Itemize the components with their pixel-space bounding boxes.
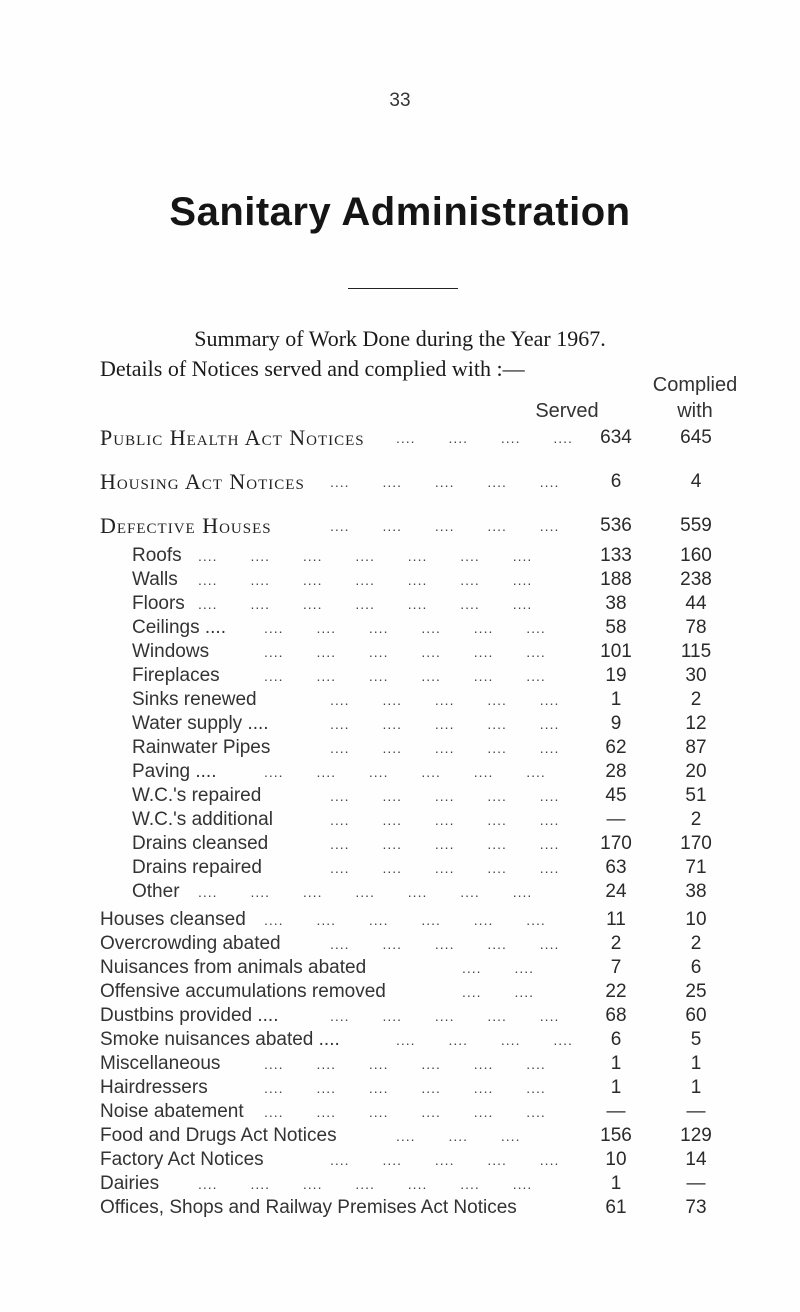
served-value: 7 [610,957,622,978]
served-value: 188 [600,569,632,590]
row-label: Miscellaneous [100,1053,221,1074]
row-label: Other [132,881,180,902]
served-value: 6 [610,471,622,492]
complied-value: 4 [690,471,702,492]
complied-value: 645 [680,427,712,448]
dot-leader: .... .... .... .... .... .... .... [198,572,533,588]
dot-leader: .... .... .... .... .... [330,692,560,708]
served-value: 133 [600,545,632,566]
page-number: 33 [389,90,411,111]
dot-leader: .... .... .... .... .... [330,860,560,876]
served-value: 28 [605,761,627,782]
served-value: 101 [600,641,632,662]
complied-value: 5 [690,1029,702,1050]
dot-leader: .... .... .... .... .... .... .... [198,884,533,900]
table-row [0,468,800,496]
served-value: 9 [610,713,622,734]
served-value: 22 [605,981,627,1002]
dot-leader: .... .... .... .... .... .... [264,668,546,684]
row-label: Drains repaired [132,857,262,878]
row-label: Fireplaces [132,665,220,686]
dot-leader: .... .... .... .... .... .... [264,912,546,928]
complied-value: — [686,1101,706,1122]
dot-leader: .... .... .... .... .... [330,518,560,534]
served-value: 156 [600,1125,632,1146]
row-label: W.C.'s additional [132,809,273,830]
table-row [0,512,800,540]
row-label: Overcrowding abated [100,933,281,954]
complied-value: 78 [685,617,707,638]
served-value: 1 [610,1053,622,1074]
complied-value: 115 [680,641,712,662]
served-value: 38 [605,593,627,614]
complied-value: 6 [690,957,702,978]
row-label: Offices, Shops and Railway Premises Act Notices [100,1197,517,1218]
row-label: Drains cleansed [132,833,269,854]
row-label: Housing Act Notices [100,469,305,494]
dot-leader: .... .... .... .... .... [330,1152,560,1168]
served-value: 63 [605,857,627,878]
complied-value: 60 [685,1005,707,1026]
served-value: 10 [605,1149,627,1170]
served-value: 11 [606,909,626,930]
row-label: Walls [132,569,178,590]
complied-value: 73 [685,1197,707,1218]
row-label: Paving .... [132,761,217,782]
complied-value: 129 [680,1125,712,1146]
served-value: — [606,809,626,830]
row-label: Noise abatement [100,1101,244,1122]
served-value: 2 [610,933,622,954]
dot-leader: .... .... .... .... .... .... .... [198,548,533,564]
page-title: Sanitary Administration [169,190,631,234]
complied-value: 71 [685,857,707,878]
dot-leader: .... .... .... [396,1128,521,1144]
served-value: 6 [610,1029,622,1050]
complied-value: 12 [685,713,707,734]
dot-leader: .... .... .... .... .... [330,1008,560,1024]
served-value: — [606,1101,626,1122]
complied-value: 1 [690,1077,702,1098]
row-label: Dustbins provided .... [100,1005,279,1026]
table-row [0,424,800,452]
complied-value: — [686,1173,706,1194]
complied-header-line-1: Complied [652,374,738,396]
complied-value: 2 [690,689,702,710]
complied-value: 30 [685,665,707,686]
row-label: Windows [132,641,210,662]
row-label: Dairies [100,1173,160,1194]
dot-leader: .... .... .... .... [396,1032,573,1048]
row-label: Offensive accumulations removed [100,981,386,1002]
row-label: Food and Drugs Act Notices [100,1125,337,1146]
dot-leader: .... .... .... .... .... .... [264,764,546,780]
dot-leader: .... .... .... .... .... .... [264,644,546,660]
complied-header-line-2: with [677,400,713,422]
complied-value: 559 [680,515,712,536]
dot-leader: .... .... .... .... .... [330,812,560,828]
complied-value: 25 [685,981,707,1002]
complied-value: 170 [680,833,712,854]
dot-leader: .... .... .... .... .... .... [264,1056,546,1072]
dot-leader: .... .... .... .... .... .... [264,1080,546,1096]
dot-leader: .... .... [462,960,535,976]
served-value: 1 [610,689,622,710]
summary-heading: Summary of Work Done during the Year 1967. [194,326,606,351]
complied-value: 38 [685,881,707,902]
dot-leader: .... .... .... .... .... [330,740,560,756]
dot-leader: .... .... .... .... .... [330,716,560,732]
complied-value: 2 [690,933,702,954]
complied-value: 44 [685,593,707,614]
dot-leader: .... .... .... .... .... [330,474,560,490]
dot-leader: .... .... .... .... .... [330,788,560,804]
row-label: Defective Houses [100,513,272,538]
dot-leader: .... .... .... .... .... [330,836,560,852]
row-label: Water supply .... [132,713,269,734]
complied-value: 20 [685,761,707,782]
row-label: Ceilings .... [132,617,226,638]
dot-leader: .... .... .... .... .... .... .... [198,596,533,612]
table-row [0,878,800,906]
row-label: Sinks renewed [132,689,257,710]
served-value: 58 [605,617,627,638]
served-value: 61 [605,1197,627,1218]
dot-leader: .... .... .... .... [396,430,573,446]
row-label: Houses cleansed [100,909,246,930]
dot-leader: .... .... .... .... .... .... .... [198,1176,533,1192]
row-label: Floors [132,593,185,614]
dot-leader: .... .... .... .... .... .... [264,620,546,636]
complied-value: 10 [685,909,707,930]
served-column-header: Served [535,400,599,422]
served-value: 536 [600,515,632,536]
row-label: W.C.'s repaired [132,785,262,806]
served-value: 1 [610,1173,622,1194]
served-value: 45 [605,785,627,806]
complied-value: 14 [685,1149,707,1170]
row-label: Hairdressers [100,1077,208,1098]
served-value: 24 [605,881,627,902]
served-value: 62 [605,737,627,758]
row-label: Roofs [132,545,182,566]
served-value: 68 [605,1005,627,1026]
details-heading: Details of Notices served and complied with :— [100,356,525,381]
dot-leader: .... .... .... .... .... .... [264,1104,546,1120]
table-row [0,1194,800,1222]
row-label: Rainwater Pipes [132,737,271,758]
served-value: 1 [610,1077,622,1098]
complied-value: 2 [690,809,702,830]
served-value: 634 [600,427,632,448]
dot-leader: .... .... .... .... .... [330,936,560,952]
row-label: Public Health Act Notices [100,425,365,450]
served-value: 170 [600,833,632,854]
complied-value: 1 [690,1053,702,1074]
row-label: Smoke nuisances abated .... [100,1029,340,1050]
complied-value: 160 [680,545,712,566]
complied-value: 238 [680,569,712,590]
complied-value: 87 [685,737,707,758]
row-label: Factory Act Notices [100,1149,264,1170]
row-label: Nuisances from animals abated [100,957,367,978]
complied-value: 51 [685,785,707,806]
dot-leader: .... .... [462,984,535,1000]
served-value: 19 [605,665,627,686]
